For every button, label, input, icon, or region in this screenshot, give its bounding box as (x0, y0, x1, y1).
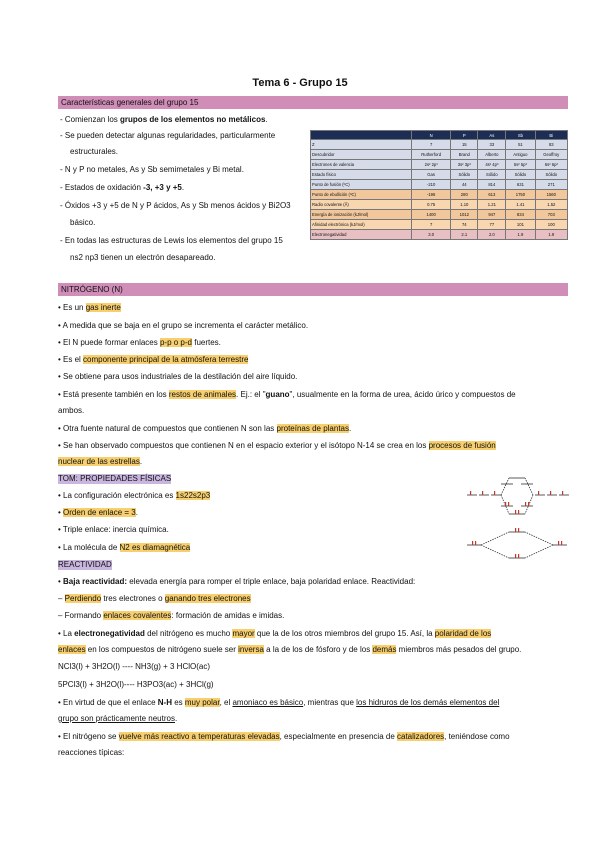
table-cell: 51 (506, 140, 535, 150)
bullet-text: - Se pueden detectar algunas regularidades, particularmente (60, 131, 276, 140)
table-cell: Gas (412, 170, 451, 180)
equation: NCl3(l) + 3H2O(l) ---- NH3(g) + 3 HClO(ac) (58, 662, 211, 671)
table-cell: 834 (506, 210, 535, 220)
bullet-text: • En virtud de que el enlace N-H es muy polar, el amoniaco es básico, mientras que los hidruros de los demás elementos del (58, 698, 500, 707)
bullet-text: • La electronegatividad del nitrógeno es mucho mayor que la de los otros miembros del grupo 15. Así, la polaridad de los (58, 629, 492, 638)
table-cell: -210 (412, 180, 451, 190)
table-cell: Sólido (506, 170, 535, 180)
table-cell: 1560 (535, 190, 567, 200)
bullet-text: • Triple enlace: inercia química. (58, 525, 169, 534)
bullet-text: ambos. (58, 406, 85, 415)
section-header-general: Características generales del grupo 15 (58, 96, 568, 109)
table-cell: Punto de ebullición (ºC) (311, 190, 412, 200)
bullet-text: • Es el componente principal de la atmósfera terrestre (58, 355, 249, 364)
bullet-text: reacciones típicas: (58, 748, 125, 757)
table-cell: 101 (506, 220, 535, 230)
table-cell: 7 (412, 140, 451, 150)
table-header-cell: Sb (506, 131, 535, 140)
table-cell: 33 (478, 140, 506, 150)
table-cell: Electrones de valencia (311, 160, 412, 170)
table-cell: Rutherford (412, 150, 451, 160)
table-cell: Sólido (451, 170, 478, 180)
page-title: Tema 6 - Grupo 15 (252, 77, 348, 89)
table-cell: 814 (478, 180, 506, 190)
table-row (311, 200, 568, 210)
bullet-text: • Está presente también en los restos de animales. Ej.: el "guano", usualmente en la forma de urea, ácido úrico y compuestos de (58, 390, 516, 399)
bullet-text: – Perdiendo tres electrones o ganando tres electrones (58, 594, 251, 603)
table-cell: 4s² 4p³ (478, 160, 506, 170)
table-cell: Descubridor (311, 150, 412, 160)
section-header-tom: TOM: PROPIEDADES FÍSICAS (58, 474, 172, 483)
table-cell: Afinidad electrónica (kJ/mol) (311, 220, 412, 230)
table-cell: 15 (451, 140, 478, 150)
table-cell: 2.1 (451, 230, 478, 240)
table-header-cell: N (412, 131, 451, 140)
table-cell: 1750 (506, 190, 535, 200)
table-cell: Z (311, 140, 412, 150)
table-cell: 0.75 (412, 200, 451, 210)
table-cell: 83 (535, 140, 567, 150)
bullet-text: - En todas las estructuras de Lewis los elementos del grupo 15 (60, 236, 283, 245)
bullet-text: • Baja reactividad: elevada energía para romper el triple enlace, baja polaridad enlace. Reactividad: (58, 577, 416, 586)
table-cell: Energía de ionización (kJ/mol) (311, 210, 412, 220)
table-cell: 74 (451, 220, 478, 230)
bullet-text: - Óxidos +3 y +5 de N y P ácidos, As y Sb menos ácidos y Bi2O3 (60, 201, 291, 210)
table-cell: 100 (535, 220, 567, 230)
bullet-text: • Es un gas inerte (58, 303, 121, 312)
table-cell: Radio covalente (Å) (311, 200, 412, 210)
table-header-cell (311, 131, 412, 140)
table-cell: Antiguo (506, 150, 535, 160)
bullet-text: - Estados de oxidación -3, +3 y +5. (60, 183, 185, 192)
bullet-text: enlaces en los compuestos de nitrógeno suele ser inversa a la de los de fósforo y de los demás miembros más pesados del grupo. (58, 645, 522, 654)
table-cell: Brand (451, 150, 478, 160)
bullet-text: ns2 np3 tienen un electrón desapareado. (70, 253, 216, 262)
table-header-cell: P (451, 131, 478, 140)
section-header-nitrogeno: NITRÓGENO (N) (58, 283, 568, 296)
table-cell: 77 (478, 220, 506, 230)
table-cell: 271 (535, 180, 567, 190)
bullet-text: nuclear de las estrellas. (58, 457, 143, 466)
table-cell: 1.52 (535, 200, 567, 210)
table-cell: Electronegatividad (311, 230, 412, 240)
table-cell: Geoffroy (535, 150, 567, 160)
bullet-text: • Se obtiene para usos industriales de la destilación del aire líquido. (58, 372, 298, 381)
bullet-text: – Formando enlaces covalentes: formación de amidas e imidas. (58, 611, 285, 620)
table-cell: 1.9 (506, 230, 535, 240)
bullet-text: • La molécula de N2 es diamagnética (58, 543, 191, 552)
table-row (311, 230, 568, 240)
bullet-text: • La configuración electrónica es 1s22s2p3 (58, 491, 211, 500)
table-row (311, 190, 568, 200)
bullet-text: grupo son prácticamente neutros. (58, 714, 178, 723)
table-cell: 947 (478, 210, 506, 220)
table-row (311, 140, 568, 150)
table-cell: 1012 (451, 210, 478, 220)
table-row (311, 160, 568, 170)
table-cell: 3.0 (412, 230, 451, 240)
table-cell: 2s² 2p³ (412, 160, 451, 170)
table-row (311, 180, 568, 190)
table-header-row (311, 131, 568, 140)
table-cell: Punto de fusión (ºC) (311, 180, 412, 190)
table-cell: Sólido (478, 170, 506, 180)
bullet-text: • Se han observado compuestos que contienen N en el espacio exterior y el isótopo N-14 se crea en los procesos de fusión (58, 441, 496, 450)
table-cell: 613 (478, 190, 506, 200)
bullet-text: • El N puede formar enlaces p-p o p-d fuertes. (58, 338, 221, 347)
table-cell: Alberto (478, 150, 506, 160)
table-cell: Estado físico (311, 170, 412, 180)
table-cell: 44 (451, 180, 478, 190)
table-cell: 3s² 3p³ (451, 160, 478, 170)
bullet-text: • Otra fuente natural de compuestos que contienen N son las proteínas de plantas. (58, 424, 352, 433)
section-header-reactividad: REACTIVIDAD (58, 560, 112, 569)
table-cell: 5s² 5p³ (506, 160, 535, 170)
bullet-text: • Orden de enlace = 3. (58, 508, 138, 517)
bullet-text: • A medida que se baja en el grupo se incrementa el carácter metálico. (58, 321, 309, 330)
table-cell: 1.10 (451, 200, 478, 210)
bullet-text: básico. (70, 218, 96, 227)
group15-table (310, 130, 568, 240)
table-cell: Sólido (535, 170, 567, 180)
bullet-text: - Comienzan los grupos de los elementos no metálicos. (60, 115, 268, 124)
table-cell: 1.21 (478, 200, 506, 210)
table-cell: 280 (451, 190, 478, 200)
table-cell: 631 (506, 180, 535, 190)
table-row (311, 210, 568, 220)
table-cell: 703 (535, 210, 567, 220)
table-cell: 6s² 6p³ (535, 160, 567, 170)
table-header-cell: As (478, 131, 506, 140)
table-cell: 1.41 (506, 200, 535, 210)
molecular-orbital-diagram (465, 470, 570, 570)
table-cell: 1400 (412, 210, 451, 220)
bullet-text: estructurales. (70, 147, 119, 156)
table-cell: 1.9 (535, 230, 567, 240)
equation: 5PCl3(l) + 3H2O(l)---- H3PO3(ac) + 3HCl(g) (58, 680, 214, 689)
bullet-text: - N y P no metales, As y Sb semimetales y Bi metal. (60, 165, 244, 174)
bullet-text: • El nitrógeno se vuelve más reactivo a temperaturas elevadas, especialmente en presencia de catalizadores, teniéndose como (58, 732, 510, 741)
table-row (311, 170, 568, 180)
table-row (311, 150, 568, 160)
table-header-cell: Bi (535, 131, 567, 140)
table-row (311, 220, 568, 230)
table-cell: 7 (412, 220, 451, 230)
table-cell: -196 (412, 190, 451, 200)
table-cell: 2.0 (478, 230, 506, 240)
